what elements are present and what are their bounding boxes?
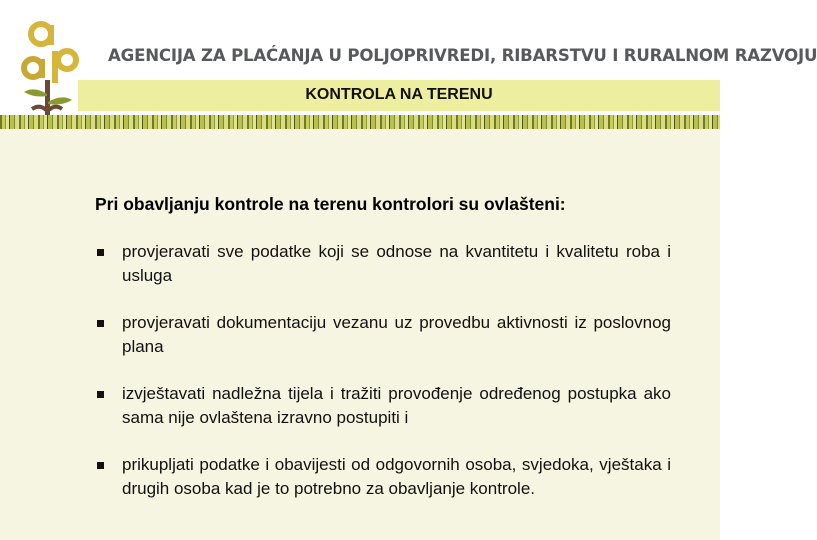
list-item-text: provjeravati sve podatke koji se odnose na kvantitetu i kvalitetu roba i usluga <box>122 242 671 285</box>
square-bullet-icon <box>97 391 104 398</box>
list-item <box>95 382 671 430</box>
decorative-stripe-divider <box>0 115 720 129</box>
intro-heading: Pri obavljanju kontrole na terenu kontrolori su ovlašteni: <box>95 194 566 214</box>
page-title: KONTROLA NA TERENU <box>305 86 493 103</box>
square-bullet-icon <box>97 249 104 256</box>
square-bullet-icon <box>97 462 104 469</box>
square-bullet-icon <box>97 320 104 327</box>
list-item-text: provjeravati dokumentaciju vezanu uz provedbu aktivnosti iz poslovnog plana <box>122 313 671 356</box>
list-item-text: prikupljati podatke i obavijesti od odgovornih osoba, svjedoka, vještaka i drugih osoba kad je to potrebno za obavljanje kontrole. <box>122 455 671 498</box>
list-item <box>95 240 671 288</box>
list-item-text: izvještavati nadležna tijela i tražiti provođenje određenog postupka ako sama nije ovlaštena izravno postupiti i <box>122 384 671 427</box>
list-item <box>95 453 671 501</box>
list-item <box>95 311 671 359</box>
bullet-list <box>95 240 671 524</box>
agency-name: AGENCIJA ZA PLAĆANJA U POLJOPRIVREDI, RIBARSTVU I RURALNOM RAZVOJU <box>108 46 817 65</box>
